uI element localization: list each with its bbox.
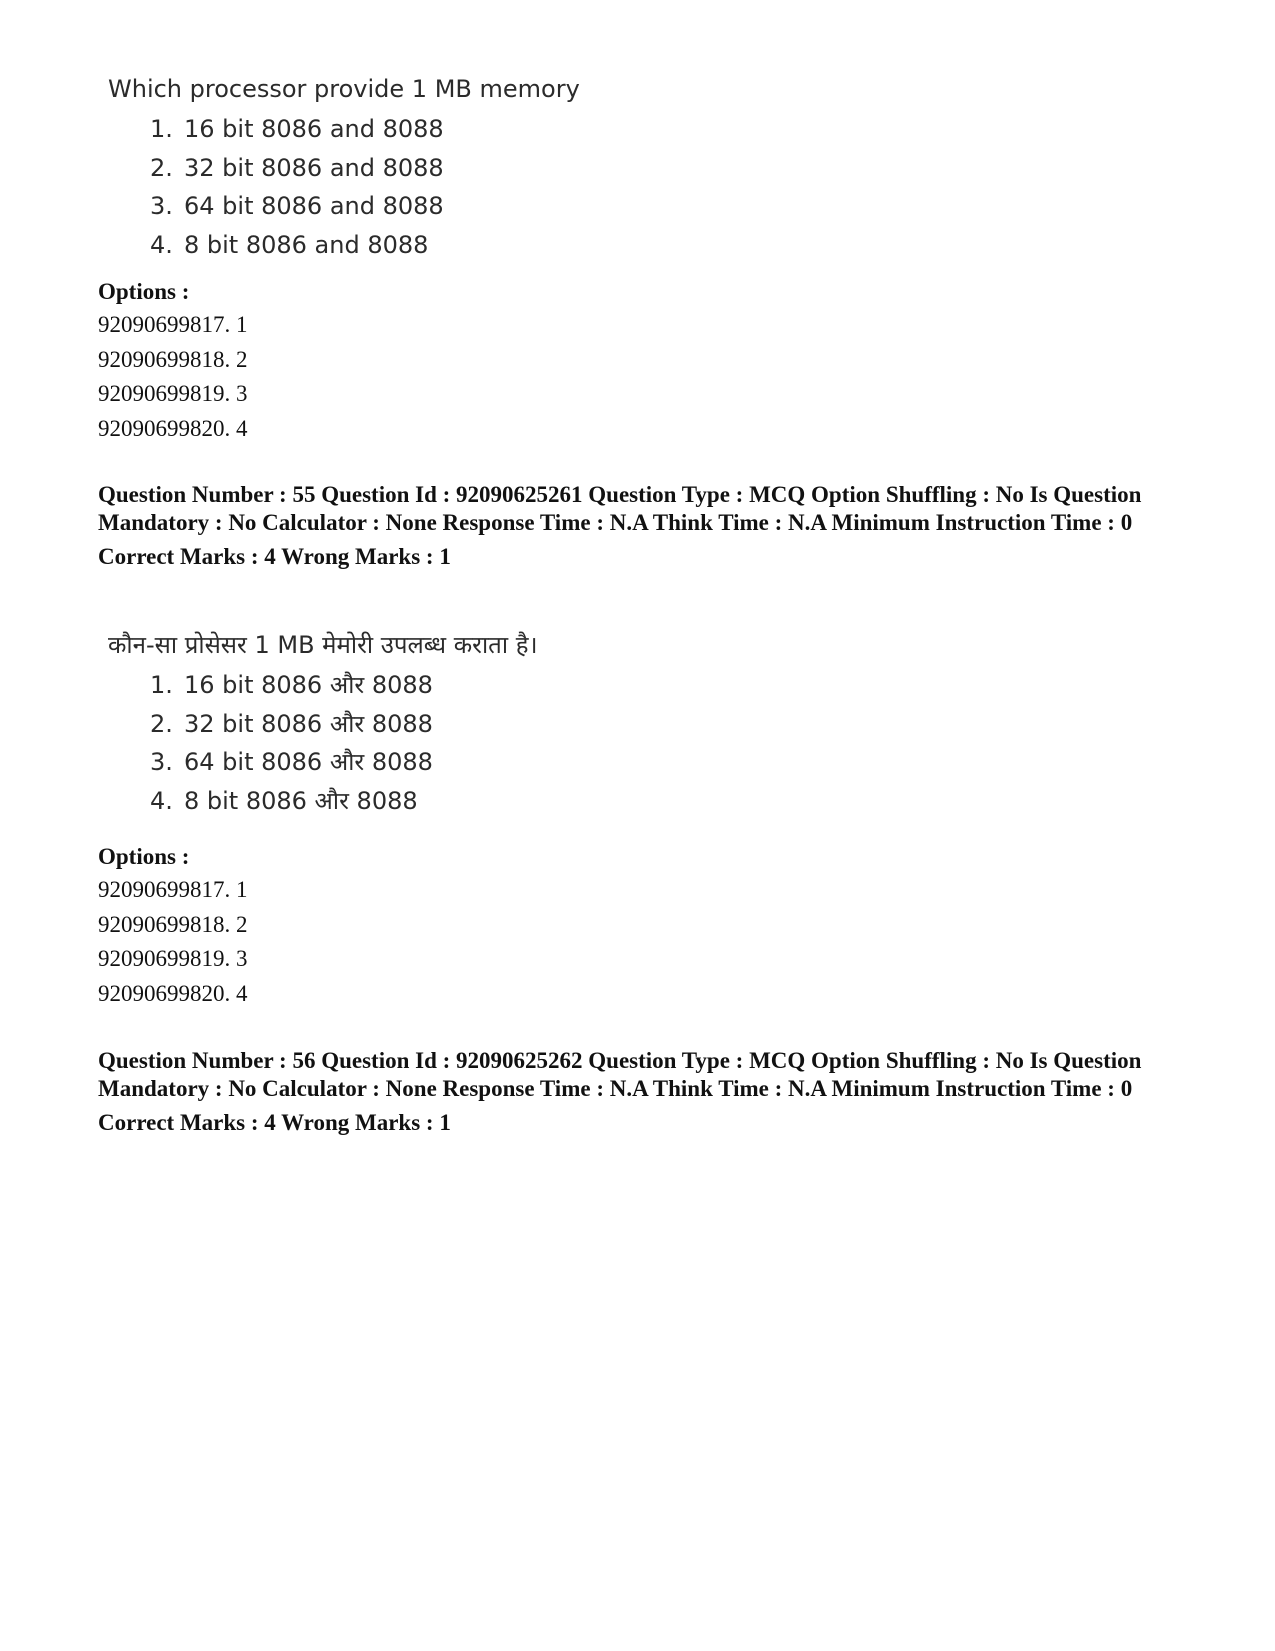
choice-list — [108, 666, 538, 820]
choice-number: 2. — [150, 153, 173, 182]
question-image-hindi — [108, 628, 538, 820]
choice-number: 1. — [150, 671, 173, 699]
choice-item — [150, 149, 580, 188]
choice-text: 16 bit 8086 and 8088 — [184, 115, 444, 143]
choice-item — [150, 782, 538, 821]
choice-text: 64 bit 8086 और 8088 — [184, 748, 433, 776]
option-line: 92090699819. 3 — [98, 381, 248, 406]
question-meta: Question Number : 56 Question Id : 92090625262 Question Type : MCQ Option Shuffling : No Is Question Mandatory : No Calculator : None Response Time : N.A Think Time : N.A Minimum Instruction Time : 0 — [98, 1048, 1142, 1101]
question-stem: कौन-सा प्रोसेसर 1 MB मेमोरी उपलब्ध कराता है। — [108, 631, 538, 659]
choice-list — [108, 110, 580, 264]
choice-number: 3. — [150, 192, 173, 220]
question-55-header — [98, 481, 1158, 571]
choice-item — [150, 743, 538, 782]
choice-item — [150, 110, 580, 149]
option-line: 92090699819. 3 — [98, 946, 248, 971]
choice-item — [150, 226, 580, 265]
options-heading: Options : — [98, 844, 190, 869]
question-stem: Which processor provide 1 MB memory — [108, 75, 580, 103]
option-line: 92090699817. 1 — [98, 877, 248, 902]
choice-item — [150, 705, 538, 744]
choice-text: 8 bit 8086 and 8088 — [184, 230, 429, 259]
choice-text: 16 bit 8086 और 8088 — [184, 671, 433, 699]
option-line: 92090699817. 1 — [98, 312, 248, 337]
option-line: 92090699818. 2 — [98, 346, 248, 372]
choice-number: 3. — [150, 748, 173, 776]
question-56-header — [98, 1047, 1158, 1137]
choice-item — [150, 666, 538, 705]
question-marks: Correct Marks : 4 Wrong Marks : 1 — [98, 544, 451, 569]
option-line: 92090699818. 2 — [98, 911, 248, 937]
choice-item — [150, 187, 580, 226]
choice-text: 64 bit 8086 and 8088 — [184, 192, 444, 220]
choice-text: 32 bit 8086 and 8088 — [184, 153, 444, 182]
choice-text: 32 bit 8086 और 8088 — [184, 709, 433, 738]
option-line: 92090699820. 4 — [98, 415, 248, 441]
options-heading: Options : — [98, 279, 190, 304]
question-image-english — [108, 72, 580, 264]
question-marks: Correct Marks : 4 Wrong Marks : 1 — [98, 1110, 451, 1135]
choice-text: 8 bit 8086 और 8088 — [184, 786, 418, 815]
options-block — [98, 276, 248, 446]
choice-number: 2. — [150, 709, 173, 738]
option-line: 92090699820. 4 — [98, 980, 248, 1006]
question-meta: Question Number : 55 Question Id : 92090625261 Question Type : MCQ Option Shuffling : No Is Question Mandatory : No Calculator : None Response Time : N.A Think Time : N.A Minimum Instruction Time : 0 — [98, 482, 1142, 535]
options-block — [98, 841, 248, 1011]
choice-number: 4. — [150, 230, 173, 259]
choice-number: 1. — [150, 115, 173, 143]
choice-number: 4. — [150, 786, 173, 815]
